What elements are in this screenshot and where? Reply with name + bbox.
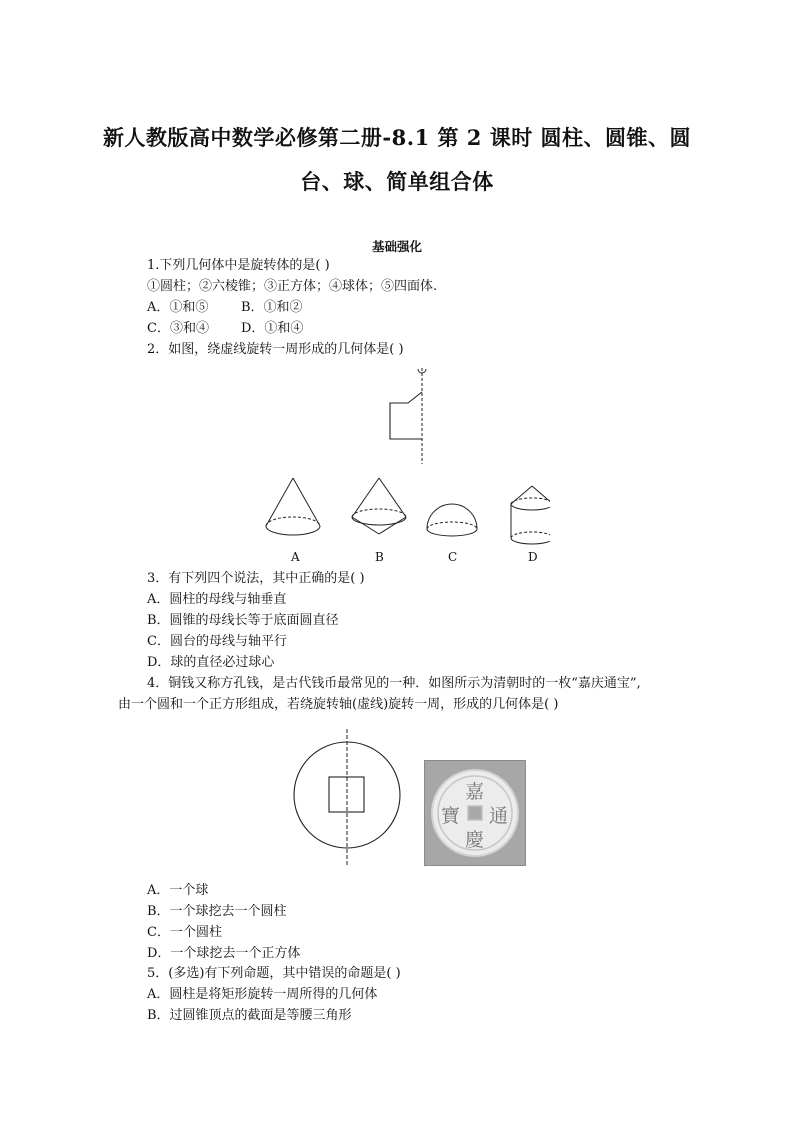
- q1-option-a[interactable]: A．①和⑤: [147, 300, 209, 315]
- q5-option-b[interactable]: B．过圆锥顶点的截面是等腰三角形: [147, 1008, 352, 1023]
- q2-answer-figures: [260, 474, 550, 550]
- q3-option-d[interactable]: D．球的直径必过球心: [147, 655, 275, 670]
- q3-stem: 3．有下列四个说法，其中正确的是( ): [147, 571, 365, 586]
- q1-list: ①圆柱；②六棱锥；③正方体；④球体；⑤四面体.: [147, 279, 438, 294]
- coin-char-right: 通: [489, 805, 509, 827]
- figure-label-b[interactable]: B: [375, 550, 384, 564]
- q4-option-c[interactable]: C．一个圆柱: [147, 925, 222, 940]
- plane-shape: [390, 392, 422, 439]
- q4-option-b[interactable]: B．一个球挖去一个圆柱: [147, 904, 287, 919]
- figure-label-d[interactable]: D: [528, 550, 538, 564]
- q4-option-a[interactable]: A．一个球: [147, 883, 209, 898]
- q1-stem: 1.下列几何体中是旋转体的是( ): [147, 258, 330, 273]
- coin-char-left: 寶: [441, 805, 461, 827]
- q5-stem: 5．(多选)有下列命题，其中错误的命题是( ): [147, 966, 401, 981]
- figure-label-a[interactable]: A: [291, 550, 300, 564]
- q1-options-row-2: [147, 321, 303, 337]
- q2-rotation-figure: [380, 362, 440, 466]
- page-title-line-2: 台、球、简单组合体: [300, 169, 494, 194]
- q1-option-d[interactable]: D．①和④: [241, 321, 304, 336]
- q4-coin-diagram: [292, 728, 404, 868]
- figure-a-cone: [266, 478, 320, 535]
- q3-option-c[interactable]: C．圆台的母线与轴平行: [147, 634, 287, 649]
- q4-stem-line-1: 4．铜钱又称方孔钱，是古代钱币最常见的一种．如图所示为清朝时的一枚“嘉庆通宝”,: [147, 676, 641, 691]
- q1-option-b[interactable]: B．①和②: [241, 300, 303, 315]
- q2-stem: 2．如图，绕虚线旋转一周形成的几何体是( ): [147, 342, 404, 357]
- page-title-line-1: 新人教版高中数学必修第二册-8.1 第 2 课时 圆柱、圆锥、圆: [102, 125, 692, 150]
- section-heading: 基础强化: [371, 239, 422, 254]
- q1-option-c[interactable]: C．③和④: [147, 321, 209, 336]
- q4-stem-line-2: 由一个圆和一个正方形组成，若绕旋转轴(虚线)旋转一周，形成的几何体是( ): [118, 697, 559, 712]
- figure-label-c[interactable]: C: [448, 550, 458, 564]
- figure-b-double-cone: [352, 478, 406, 534]
- q4-option-d[interactable]: D．一个球挖去一个正方体: [147, 946, 301, 961]
- q5-option-a[interactable]: A．圆柱是将矩形旋转一周所得的几何体: [147, 987, 378, 1002]
- coin-char-top: 嘉: [465, 781, 485, 803]
- figure-d-cone-on-cylinder: [511, 486, 550, 544]
- q3-option-b[interactable]: B．圆锥的母线长等于底面圆直径: [147, 613, 339, 628]
- figure-c-hemisphere: [427, 504, 477, 536]
- coin-photo: [424, 760, 526, 866]
- coin-square: [329, 777, 364, 812]
- q1-options-row-1: [147, 300, 303, 316]
- q3-option-a[interactable]: A．圆柱的母线与轴垂直: [147, 592, 287, 607]
- coin-char-bottom: 慶: [465, 829, 485, 851]
